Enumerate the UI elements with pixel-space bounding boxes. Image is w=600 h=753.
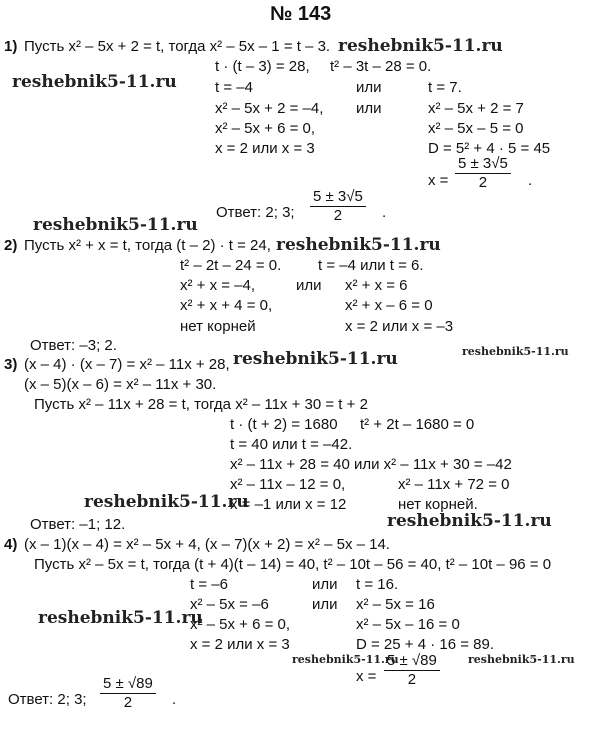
fraction-numerator: 5 ± √89 xyxy=(387,652,437,669)
part1-line3b: или xyxy=(356,79,382,96)
part3-line4a: t · (t + 2) = 1680 xyxy=(230,416,338,433)
part4-line5c: x² – 5x – 16 = 0 xyxy=(356,616,460,633)
fraction-numerator: 5 ± √89 xyxy=(103,675,153,692)
part4-line3a: t = –6 xyxy=(190,576,228,593)
part3-answer: Ответ: –1; 12. xyxy=(30,516,126,533)
fraction-denominator: 2 xyxy=(123,694,133,711)
part4-line5a: x² – 5x + 6 = 0, xyxy=(190,616,291,633)
part1-line6a: x = 2 или x = 3 xyxy=(215,140,315,157)
part1-line4a: x² – 5x + 2 = –4, xyxy=(215,100,324,117)
part1-line5c: x² – 5x – 5 = 0 xyxy=(428,120,524,137)
part3-line7b: x² – 11x + 72 = 0 xyxy=(398,476,510,493)
part4-root-fraction xyxy=(384,652,440,689)
part1-answer: Ответ: 2; 3; xyxy=(216,204,295,221)
part3-line7a: x² – 11x – 12 = 0, xyxy=(230,476,346,493)
watermark: reshebnik5-11.ru xyxy=(338,36,503,56)
part2-number: 2) xyxy=(4,237,18,254)
part1-line2a: t · (t – 3) = 28, xyxy=(215,58,310,75)
part2-line4a: x² + x + 4 = 0, xyxy=(180,297,273,314)
part4-line3b: или xyxy=(312,576,338,593)
part2-line5a: нет корней xyxy=(180,318,256,335)
fraction-denominator: 2 xyxy=(407,671,417,688)
part1-line3c: t = 7. xyxy=(428,79,462,96)
fraction-denominator: 2 xyxy=(333,207,343,224)
part2-line2a: t² – 2t – 24 = 0. xyxy=(180,257,282,274)
part4-line4c: x² – 5x = 16 xyxy=(356,596,435,613)
part1-line2b: t² – 3t – 28 = 0. xyxy=(330,58,432,75)
part2-answer: Ответ: –3; 2. xyxy=(30,337,117,354)
page-title: № 143 xyxy=(270,3,332,25)
part4-line6a: x = 2 или x = 3 xyxy=(190,636,290,653)
part3-line3: Пусть x² – 11x + 28 = t, тогда x² – 11x + 30 = t + 2 xyxy=(34,396,368,413)
part1-line6c: D = 5² + 4 · 5 = 45 xyxy=(428,140,551,157)
part3-line5: t = 40 или t = –42. xyxy=(230,436,353,453)
part3-line6: x² – 11x + 28 = 40 или x² – 11x + 30 = –42 xyxy=(230,456,512,473)
part3-line1: (x – 4) · (x – 7) = x² – 11x + 28, xyxy=(24,356,230,373)
watermark: reshebnik5-11.ru xyxy=(233,349,398,369)
part1-number: 1) xyxy=(4,38,18,55)
part4-number: 4) xyxy=(4,536,18,553)
watermark: reshebnik5-11.ru xyxy=(12,72,177,92)
part4-line1: (x – 1)(x – 4) = x² – 5x + 4, (x – 7)(x + 2) = x² – 5x – 14. xyxy=(24,536,390,553)
part4-x-equals: x = xyxy=(356,668,377,685)
part4-line4a: x² – 5x = –6 xyxy=(190,596,269,613)
part3-number: 3) xyxy=(4,356,18,373)
part1-x-equals: x = xyxy=(428,172,449,189)
part1-dot: . xyxy=(528,172,533,189)
watermark-small: reshebnik5-11.ru xyxy=(462,345,569,358)
part4-line4b: или xyxy=(312,596,338,613)
part2-line3c: x² + x = 6 xyxy=(345,277,408,294)
part1-line4c: x² – 5x + 2 = 7 xyxy=(428,100,524,117)
part3-line2: (x – 5)(x – 6) = x² – 11x + 30. xyxy=(24,376,217,393)
watermark-small: reshebnik5-11.ru xyxy=(292,653,399,666)
part4-line3c: t = 16. xyxy=(356,576,399,593)
part2-line1: Пусть x² + x = t, тогда (t – 2) · t = 24, xyxy=(24,237,271,254)
watermark: reshebnik5-11.ru xyxy=(33,215,198,235)
part1-answer-fraction xyxy=(310,188,366,225)
watermark: reshebnik5-11.ru xyxy=(38,608,203,628)
part4-answer-dot: . xyxy=(172,691,177,708)
part2-line2b: t = –4 или t = 6. xyxy=(318,257,424,274)
part2-line5c: x = 2 или x = –3 xyxy=(345,318,454,335)
part1-line1: Пусть x² – 5x + 2 = t, тогда x² – 5x – 1 = t – 3. xyxy=(24,38,331,55)
part4-line2: Пусть x² – 5x = t, тогда (t + 4)(t – 14) = 40, t² – 10t – 56 = 40, t² – 10t – 96 = 0 xyxy=(34,556,552,573)
part2-line3b: или xyxy=(296,277,322,294)
part3-line8b: нет корней. xyxy=(398,496,478,513)
part3-line4b: t² + 2t – 1680 = 0 xyxy=(360,416,475,433)
part1-line5a: x² – 5x + 6 = 0, xyxy=(215,120,316,137)
part2-line3a: x² + x = –4, xyxy=(180,277,256,294)
part3-line8a: x = –1 или x = 12 xyxy=(230,496,347,513)
watermark: reshebnik5-11.ru xyxy=(276,235,441,255)
watermark: reshebnik5-11.ru xyxy=(387,511,552,531)
fraction-numerator: 5 ± 3√5 xyxy=(458,155,508,172)
part2-line4c: x² + x – 6 = 0 xyxy=(345,297,433,314)
part1-line3a: t = –4 xyxy=(215,79,253,96)
part4-answer-fraction xyxy=(100,675,156,712)
watermark: reshebnik5-11.ru xyxy=(84,492,249,512)
part1-root-fraction xyxy=(455,155,511,192)
part1-answer-dot: . xyxy=(382,204,387,221)
part4-line6c: D = 25 + 4 · 16 = 89. xyxy=(356,636,495,653)
fraction-denominator: 2 xyxy=(478,174,488,191)
part1-line4b: или xyxy=(356,100,382,117)
part4-answer: Ответ: 2; 3; xyxy=(8,691,87,708)
fraction-numerator: 5 ± 3√5 xyxy=(313,188,363,205)
watermark-small: reshebnik5-11.ru xyxy=(468,653,575,666)
